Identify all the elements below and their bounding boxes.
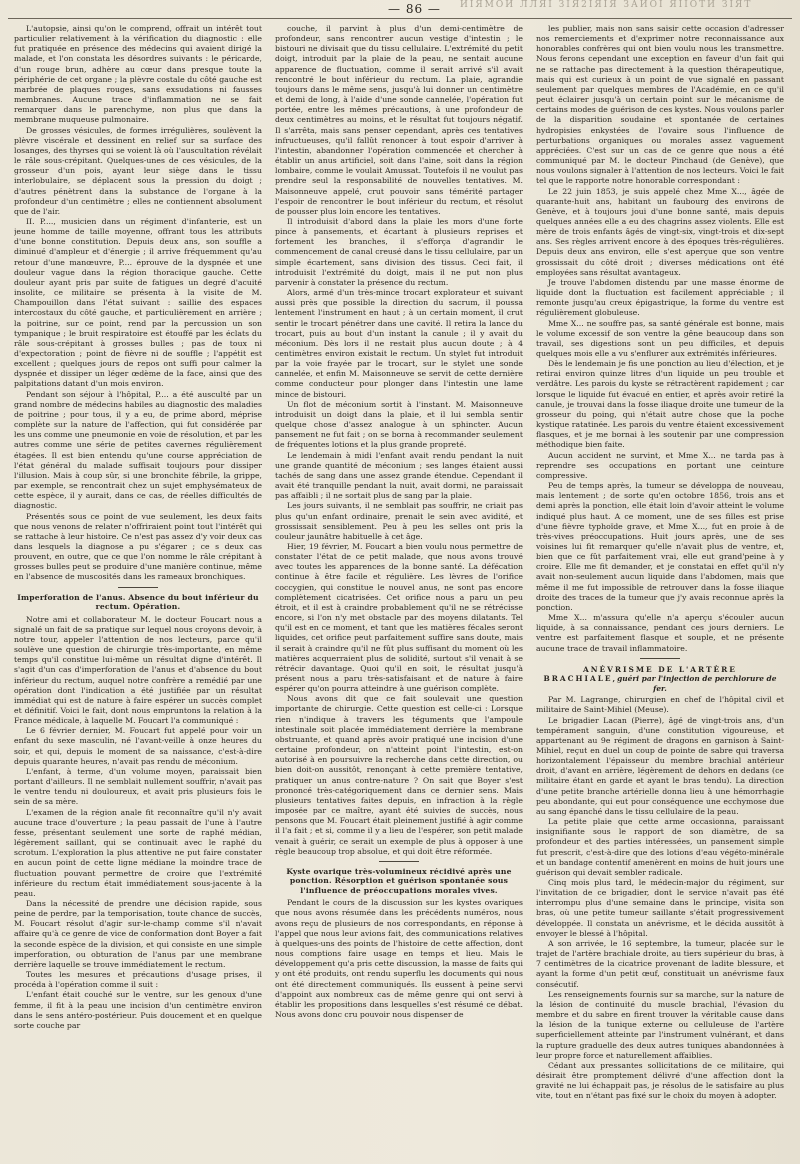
article-heading-subtitle: guéri par l'injection de perchlorure de fer.	[617, 674, 777, 693]
body-paragraph: L'enfant, à terme, d'un volume moyen, paraissait bien portant d'ailleurs. Il ne semblait nullement souffrir, n'avait pas le ventre tendu ni douloureux, et avait pris plusieurs fois le sein de sa mère.	[14, 766, 262, 807]
body-paragraph: L'autopsie, ainsi qu'on le comprend, offrait un intérêt tout particulier relativement à la vérification du diagnostic : elle fut pratiquée en présence des médecins qui avaient dirigé la malade, et l'on constata les désordres suivants : le péricarde, d'un rouge brun, adhère au cœur dans presque toute la périphérie de cet organe ; la plèvre costale du côté gauche est marbrée de plaques rouges, sans exsudations ni fausses membranes. Aucune trace d'inflammation ne se fait remarquer dans le parenchyme, non plus que dans la membrane muqueuse pulmonaire.	[14, 24, 262, 125]
body-paragraph: Alors, armé d'un très-mince trocart explorateur et suivant aussi près que possible la direction du sacrum, il poussa lentement l'instrument en haut ; à un certain moment, il crut sentir le trocart pénétrer dans une cavité. Il retira la lance du trocart, puis au bout d'un instant la canule ; il y avait du méconium. Dès lors il ne restait plus aucun doute ; à 4 centimètres environ existait le rectum. Un stylet fut introduit par la voie frayée par le trocart, sur le stylet une sonde cannelée, et enfin M. Maisonneuve se servit de cette dernière comme conducteur pour plonger dans l'intestin une lame mince de bistouri.	[275, 288, 523, 399]
column-middle	[275, 24, 523, 1160]
body-paragraph: Le 22 juin 1853, je suis appelé chez Mme X..., âgée de quarante-huit ans, habitant un faubourg des environs de Genève, et à toujours joui d'une bonne santé, mais depuis quelques années elle a eu des chagrins assez violents. Elle est mère de trois enfants âgés de vingt-six, vingt-trois et dix-sept ans. Ses règles arrivent encore à des époques très-régulières. Depuis deux ans environ, elle s'est aperçue que son ventre grossissait du côté droit ; diverses médications ont été employées sans résultat avantageux.	[536, 186, 784, 277]
body-paragraph: Les jours suivants, il ne semblait pas souffrir, ne criait pas plus qu'un enfant ordinaire, prenait le sein avec avidité, et grossissait sensiblement. Peu à peu les selles ont pris la couleur jaunâtre habituelle à cet âge.	[275, 501, 523, 541]
body-paragraph: Toutes les mesures et précautions d'usage prises, il procéda à l'opération comme il suit :	[14, 970, 262, 990]
body-paragraph: Un flot de méconium sortit à l'instant. M. Maisonneuve introduisit un doigt dans la plaie, et il lui sembla sentir quelque chose d'assez analogue à un sphincter. Aucun pansement ne fut fait ; on se borna à recommander seulement de fréquentes lotions et la plus grande propreté.	[275, 399, 523, 450]
body-paragraph: L'examen de la région anale fit reconnaître qu'il n'y avait aucune trace d'ouverture ; la peau passait de l'une à l'autre fesse, présentant seulement une sorte de raphé médian, légèrement saillant, qui se continuait avec le raphé du scrotum. L'exploration la plus attentive ne put faire constater en aucun point de cette ligne médiane la moindre trace de fluctuation pouvant permettre de croire que l'extrémité inférieure du rectum était immédiatement sous-jacente à la peau.	[14, 807, 262, 898]
body-paragraph: Aucun accident ne survint, et Mme X... ne tarda pas à reprendre ses occupations en portant une ceinture compressive.	[536, 450, 784, 480]
body-paragraph: Par M. Lagrange, chirurgien en chef de l'hôpital civil et militaire de Saint-Mihiel (Meuse).	[536, 695, 784, 715]
body-paragraph: Pendant le cours de la discussion sur les kystes ovariques que nous avons résumée dans les précédents numéros, nous avons reçu de plusieurs de nos correspondants, en réponse à l'appel que nous leur avions fait, des communications relatives à quelques-uns des points de l'histoire de cette affection, dont nous comptions faire usage en temps et lieu. Mais le développement qu'a pris cette discussion, la masse de faits qui y ont été produits, ont rendu superflu les documents qui nous ont été directement communiqués. Ils eussent à peine servi d'appoint aux nombreux cas de même genre qui ont servi à établir les propositions dans lesquelles s'est résumé ce débat. Nous avons donc cru pouvoir nous dispenser de	[275, 898, 523, 1020]
bleed-through-text: ИІЯМОИ ЛЛЯІ ЗІЯ2ІЯІЯ ЗАИОІ ЯІІОТИ ЗІЯТ	[460, 0, 753, 10]
article-heading-title: ANÉVRISME DE L'ARTÈRE BRACHIALE,	[543, 664, 737, 684]
body-paragraph: Le brigadier Lacan (Pierre), âgé de vingt-trois ans, d'un tempérament sanguin, d'une constitution vigoureuse, et appartenant au 9e régiment de dragons en garnison à Saint-Mihiel, reçut en duel un coup de pointe de sabre qui traversa horizontalement l'épaisseur du membre brachial antérieur droit, d'avant en arrière, légèrement de dehors en dedans (ce militaire étant en garde et ayant le bras tendu). La direction d'une petite branche artérielle donna lieu à une hémorrhagie peu abondante, qui eut pour conséquence une ecchymose due au sang épanché dans le tissu cellulaire de la peau.	[536, 715, 784, 816]
section-divider	[118, 587, 158, 588]
body-paragraph: les publier, mais non sans saisir cette occasion d'adresser nos remerciements et d'exprimer notre reconnaissance aux honorables confrères qui ont bien voulu nous les transmettre. Nous ferons cependant une exception en faveur d'un fait qui ne se rattache pas directement à la question thérapeutique, mais qui est curieux à un point de vue signalé en passant seulement par quelques membres de l'Académie, en ce qu'il peut éclairer jusqu'à un certain point sur le mécanisme de certains modes de guérison de ces kystes. Nous voulons parler de la disparition soudaine et spontanée de certaines hydropisies enkystées de l'ovaire sous l'influence de perturbations organiques ou morales assez vaguement appréciées. C'est sur un cas de ce genre que nous a été communiqué par M. le docteur Pinchaud (de Genève), que nous voulons signaler à l'attention de nos lecteurs. Voici le fait tel que le rapporte notre honorable correspondant :	[536, 24, 784, 186]
body-paragraph: couche, il parvint à plus d'un demi-centimètre de profondeur, sans rencontrer aucun vestige d'intestin ; le bistouri ne divisait que du tissu cellulaire. L'extrémité du petit doigt, introduit par la plaie de la peau, ne sentait aucune apparence de fluctuation, comme il serait arrivé s'il avait rencontré le bout inférieur du rectum. La plaie, agrandie toujours dans le même sens, jusqu'à lui donner un centimètre et demi de long, à l'aide d'une sonde cannelée, l'opération fut portée, entre les mêmes précautions, à une profondeur de deux centimètres au moins, et le résultat fut toujours négatif. Il s'arrêta, mais sans penser cependant, après ces tentatives infructueuses, qu'il fallût renoncer à tout espoir d'arriver à l'intestin, abandonner l'opération commencée et chercher à établir un anus artificiel, soit dans l'aine, soit dans la région lombaire, comme le voulait Amussat. Toutefois il ne voulut pas prendre seul la responsabilité de nouvelles tentatives. M. Maisonneuve appelé, crut pouvoir sans témérité partager l'espoir de rencontrer le bout inférieur du rectum, et résolut de pousser plus loin encore les tentatives.	[275, 24, 523, 216]
body-paragraph: Notre ami et collaborateur M. le docteur Foucart nous a signalé un fait de sa pratique sur lequel nous croyons devoir, à notre tour, appeler l'attention de nos lecteurs, parce qu'il soulève une question de chirurgie très-importante, en même temps qu'il constitue lui-même un résultat digne d'intérêt. Il s'agit d'un cas d'imperforation de l'anus et d'absence du bout inférieur du rectum, auquel notre confrère a remédié par une opération dont l'indication a été justifiée par un résultat immédiat qui est de nature à faire espérer un succès complet et définitif. Voici le fait, dont nous empruntons la relation à la France médicale, à laquelle M. Foucart l'a communiqué :	[14, 614, 262, 726]
body-paragraph: Le 6 février dernier, M. Foucart fut appelé pour voir un enfant du sexe masculin, né l'avant-veille à onze heures du soir, et qui, depuis le moment de sa naissance, c'est-à-dire depuis quarante heures, n'avait pas rendu de méconium.	[14, 726, 262, 766]
body-paragraph: Cinq mois plus tard, le médecin-major du régiment, sur l'invitation de ce brigadier, dont le service n'avait pas été interrompu plus d'une semaine dans le principe, visita son bras, où une petite tumeur saillante s'était progressivement développée. Il constata un anévrisme, et le décida aussitôt à envoyer le blessé à l'hôpital.	[536, 878, 784, 938]
body-paragraph: Hier, 19 février, M. Foucart a bien voulu nous permettre de constater l'état de ce petit malade, que nous avons trouvé avec toutes les apparences de la bonne santé. La défécation continue à être facile et régulière. Les lèvres de l'orifice coccygien, qui constitue le nouvel anus, ne sont pas encore complètement cicatrisées. Cet orifice nous a paru un peu étroit, et il est à craindre probablement qu'il ne se rétrécisse encore, si l'on n'y met obstacle par des moyens dilatants. Tel qu'il est en ce moment, et tant que les matières fécales seront liquides, cet orifice peut parfaitement suffire sans doute, mais il serait à craindre qu'il ne fût plus suffisant du moment où les matières acquerraient plus de solidité, surtout s'il venait à se rétrécir davantage. Quoi qu'il en soit, le résultat jusqu'à présent nous a paru très-satisfaisant et de nature à faire espérer qu'on pourra atteindre à une guérison complète.	[275, 541, 523, 694]
body-paragraph: Dans la nécessité de prendre une décision rapide, sous peine de perdre, par la temporisation, toute chance de succès, M. Foucart résolut d'agir sur-le-champ comme s'il n'avait affaire qu'à ce genre de vice de conformation dont Boyer a fait la seconde espèce de la division, et qui consiste en une simple imperforation, ou obturation de l'anus par une membrane derrière laquelle se trouve immédiatement le rectum.	[14, 898, 262, 969]
body-paragraph: De grosses vésicules, de formes irrégulières, soulèvent la plèvre viscérale et dessinent en relief sur sa surface des losanges, des thyrses qui se voient là où l'auscultation révélait le râle sous-crépitant. Quelques-unes de ces vésicules, de la grosseur d'un pois, ayant leur siège dans le tissu interlobulaire, se déplacent sous la pression du doigt ; d'autres pénètrent dans la substance de l'organe à la profondeur d'un centimètre ; elles ne contiennent absolument que de l'air.	[14, 125, 262, 216]
body-paragraph: Mme X... m'assura qu'elle n'a aperçu s'écouler aucun liquide, à sa connaissance, pendant ces jours derniers. Le ventre est parfaitement flasque et souple, et ne présente aucune trace de travail inflammatoire.	[536, 613, 784, 653]
article-heading	[536, 665, 784, 694]
page-number: — 86 —	[388, 2, 441, 16]
body-paragraph: L'enfant était couché sur le ventre, sur les genoux d'une femme, il fit à la peau une incision d'un centimètre environ dans le sens antéro-postérieur. Puis doucement et en quelque sorte couche par	[14, 990, 262, 1030]
body-paragraph: A son arrivée, le 16 septembre, la tumeur, placée sur le trajet de l'artère brachiale droite, au tiers supérieur du bras, à 7 centimètres de la cicatrice provenant de ladite blessure, et ayant la forme d'un petit œuf, constituait un anévrisme faux consécutif.	[536, 938, 784, 989]
header-rule	[8, 18, 792, 19]
article-heading: Kyste ovarique très-volumineux récidivé après une ponction. Résorption et guérison spontanée sous l'influence de préoccupations morales vives.	[286, 866, 512, 895]
body-paragraph: Présentés sous ce point de vue seulement, les deux faits que nous venons de relater n'offriraient point tout l'intérêt qui se rattache à leur histoire. Ce n'est pas assez d'y voir deux cas dans lesquels la diagnose a pu s'égarer ; ce s deux cas prouvent, en outre, que ce que l'on nomme le râle crépitant à grosses bulles peut se produire d'une manière continue, même en l'absence de muscosités dans les rameaux bronchiques.	[14, 511, 262, 582]
column-right	[536, 24, 784, 1160]
body-paragraph: Nous avons dit que ce fait soulevait une question importante de chirurgie. Cette question est celle-ci : Lorsque rien n'indique à travers les téguments que l'ampoule intestinale soit placée immédiatement derrière la membrane obstruante, et quand après avoir pratiqué une incision d'une certaine profondeur, on n'atteint point l'intestin, est-on autorisé à en poursuivre la recherche dans cette direction, ou bien doit-on aussitôt, renonçant à cette première tentative, pratiquer un anus contre-nature ? On sait que Boyer s'est prononcé très-catégoriquement dans ce dernier sens. Mais plusieurs tentatives faites depuis, en infraction à la règle imposée par ce maître, ayant été suivies de succès, nous pensons que M. Foucart était pleinement justifié à agir comme il l'a fait ; et si, comme il y a lieu de l'espérer, son petit malade venait à guérir, ce serait un exemple de plus à opposer à une règle beaucoup trop absolue, et qui doit être réformée.	[275, 694, 523, 856]
body-paragraph: II. P...., musicien dans un régiment d'infanterie, est un jeune homme de taille moyenne, offrant tous les attributs d'une bonne constitution. Depuis deux ans, son souffle a diminué d'ampleur et d'énergie ; il arrive fréquemment qu'au retour d'une manœuvre, P.... éprouve de la dyspnée et une douleur vague dans la région thoracique gauche. Cette douleur ayant pris par suite de fatigues un degré d'acuité insolite, ce militaire se présenta à la visite de M. Champouillon dans l'état suivant : saillie des espaces intercostaux du côté gauche, et particulièrement en arrière ; la poitrine, sur ce point, rend par la percussion un son tympanique ; le bruit respiratoire est étouffé par les éclats du râle sous-crépitant à grosses bulles ; pas de toux ni d'expectoration ; point de fièvre ni de souffle ; l'appétit est excellent ; quelques jours de repos ont suffi pour calmer la dyspnée et dissiper un léger œdème de la face, ainsi que des palpitations datant d'un mois environ.	[14, 216, 262, 389]
body-paragraph: Pendant son séjour à l'hôpital, P.... a été ausculté par un grand nombre de médecins habiles au diagnostic des maladies de poitrine ; pour tous, il y a eu, de prime abord, méprise complète sur la nature de l'affection, qui fut considérée par les uns comme une pneumonie en voie de résolution, et par les autres comme une série de petites cavernes régulièrement étagées. Il est bien entendu qu'une course appréciation de l'état général du malade suffisait toujours pour dissiper l'illusion. Mais à coup sûr, si une bronchite fébrile, la grippe, par exemple, se rencontrait chez un sujet emphysémateux de cette espèce, il y aurait, dans ce cas, de réelles difficultés de diagnostic.	[14, 389, 262, 511]
body-paragraph: Dès le lendemain je fis une ponction au lieu d'élection, et je retirai environ quinze litres d'un liquide un peu trouble et verdâtre. Les parois du kyste se rétractèrent rapidement ; car lorsque le liquide fut évacué en entier, et après avoir retiré la canule, je trouvai dans la fosse iliaque droite une tumeur de la grosseur du poing, qui n'était autre chose que la poche kystique ratatinée. Les parois du ventre étaient excessivement flasques, et je me bornai à les soutenir par une compression méthodique bien faite.	[536, 359, 784, 450]
column-left	[14, 24, 262, 1160]
body-paragraph: Peu de temps après, la tumeur se développa de nouveau, mais lentement ; de sorte qu'en octobre 1856, trois ans et demi après la ponction, elle était loin d'avoir atteint le volume indiqué plus haut. A ce moment, une de ses filles est prise d'une fièvre typhoïde grave, et Mme X..., fut en proie à de très-vives préoccupations. Huit jours après, une de ses voisines lui fit remarquer qu'elle n'avait plus de ventre, et, bien que ce fût parfaitement vrai, elle eut grand'peine à y croire. Elle me fit demander, et je constatai en effet qu'il n'y avait non-seulement aucun liquide dans l'abdomen, mais que même il me fut impossible de retrouver dans la fosse iliaque droite des traces de la tumeur que j'y avais reconnue après la ponction.	[536, 481, 784, 612]
body-paragraph: Mme X... ne souffre pas, sa santé générale est bonne, mais le volume excessif de son ventre la gêne beaucoup dans son travail, ses digestions sont un peu difficiles, et depuis quelques mois elle a vu s'enflurer aux extrémités inférieures.	[536, 318, 784, 358]
section-divider	[640, 658, 680, 659]
section-divider	[379, 861, 419, 862]
body-paragraph: Le lendemain à midi l'enfant avait rendu pendant la nuit une grande quantité de méconium ; ses langes étaient aussi tachés de sang dans une assez grande étendue. Cependant il avait été tranquille pendant la nuit, avait dormi, ne paraissait pas affaibli ; il ne sortait plus de sang par la plaie.	[275, 450, 523, 501]
body-paragraph: La petite plaie que cette arme occasionna, paraissant insignifiante sous le rapport de son diamètre, de sa profondeur et des parties intéressées, un pansement simple fut prescrit, c'est-à-dire que des lotions d'eau végéto-minérale et un bandage contentif amenèrent en moins de huit jours une guérison qui devait sembler radicale.	[536, 817, 784, 877]
body-paragraph: Les renseignements fournis sur sa marche, sur la nature de la lésion de continuité du muscle brachial, l'évasion du membre et du sabre en firent trouver la véritable cause dans la lésion de la tunique externe ou celluleuse de l'artère superficiellement atteinte par l'instrument vulnérant, et dans la rupture graduelle des deux autres tuniques abandonnées à leur propre force et naturellement affaiblies.	[536, 989, 784, 1060]
body-paragraph: Cédant aux pressantes sollicitations de ce militaire, qui désirait être promptement délivré d'une affection dont la gravité ne lui échappait pas, je résolus de le satisfaire au plus vite, tout en n'étant pas fixé sur le choix du moyen à adopter.	[536, 1060, 784, 1101]
body-paragraph: Il introduisit d'abord dans la plaie les mors d'une forte pince à pansements, et écartant à plusieurs reprises et fortement les branches, il s'efforça d'agrandir le commencement de canal creusé dans le tissu cellulaire, par un simple écartement, sans division des tissus. Ceci fait, il introduisit l'extrémité du doigt, mais il ne put non plus parvenir à constater la présence du rectum.	[275, 216, 523, 287]
body-paragraph: Je trouve l'abdomen distendu par une masse énorme de liquide dont la fluctuation est facilement appréciable ; il remonte jusqu'au creux épigastrique, la forme du ventre est régulièrement globuleuse.	[536, 277, 784, 318]
article-heading: Imperforation de l'anus. Absence du bout inférieur du rectum. Opération.	[17, 592, 259, 612]
